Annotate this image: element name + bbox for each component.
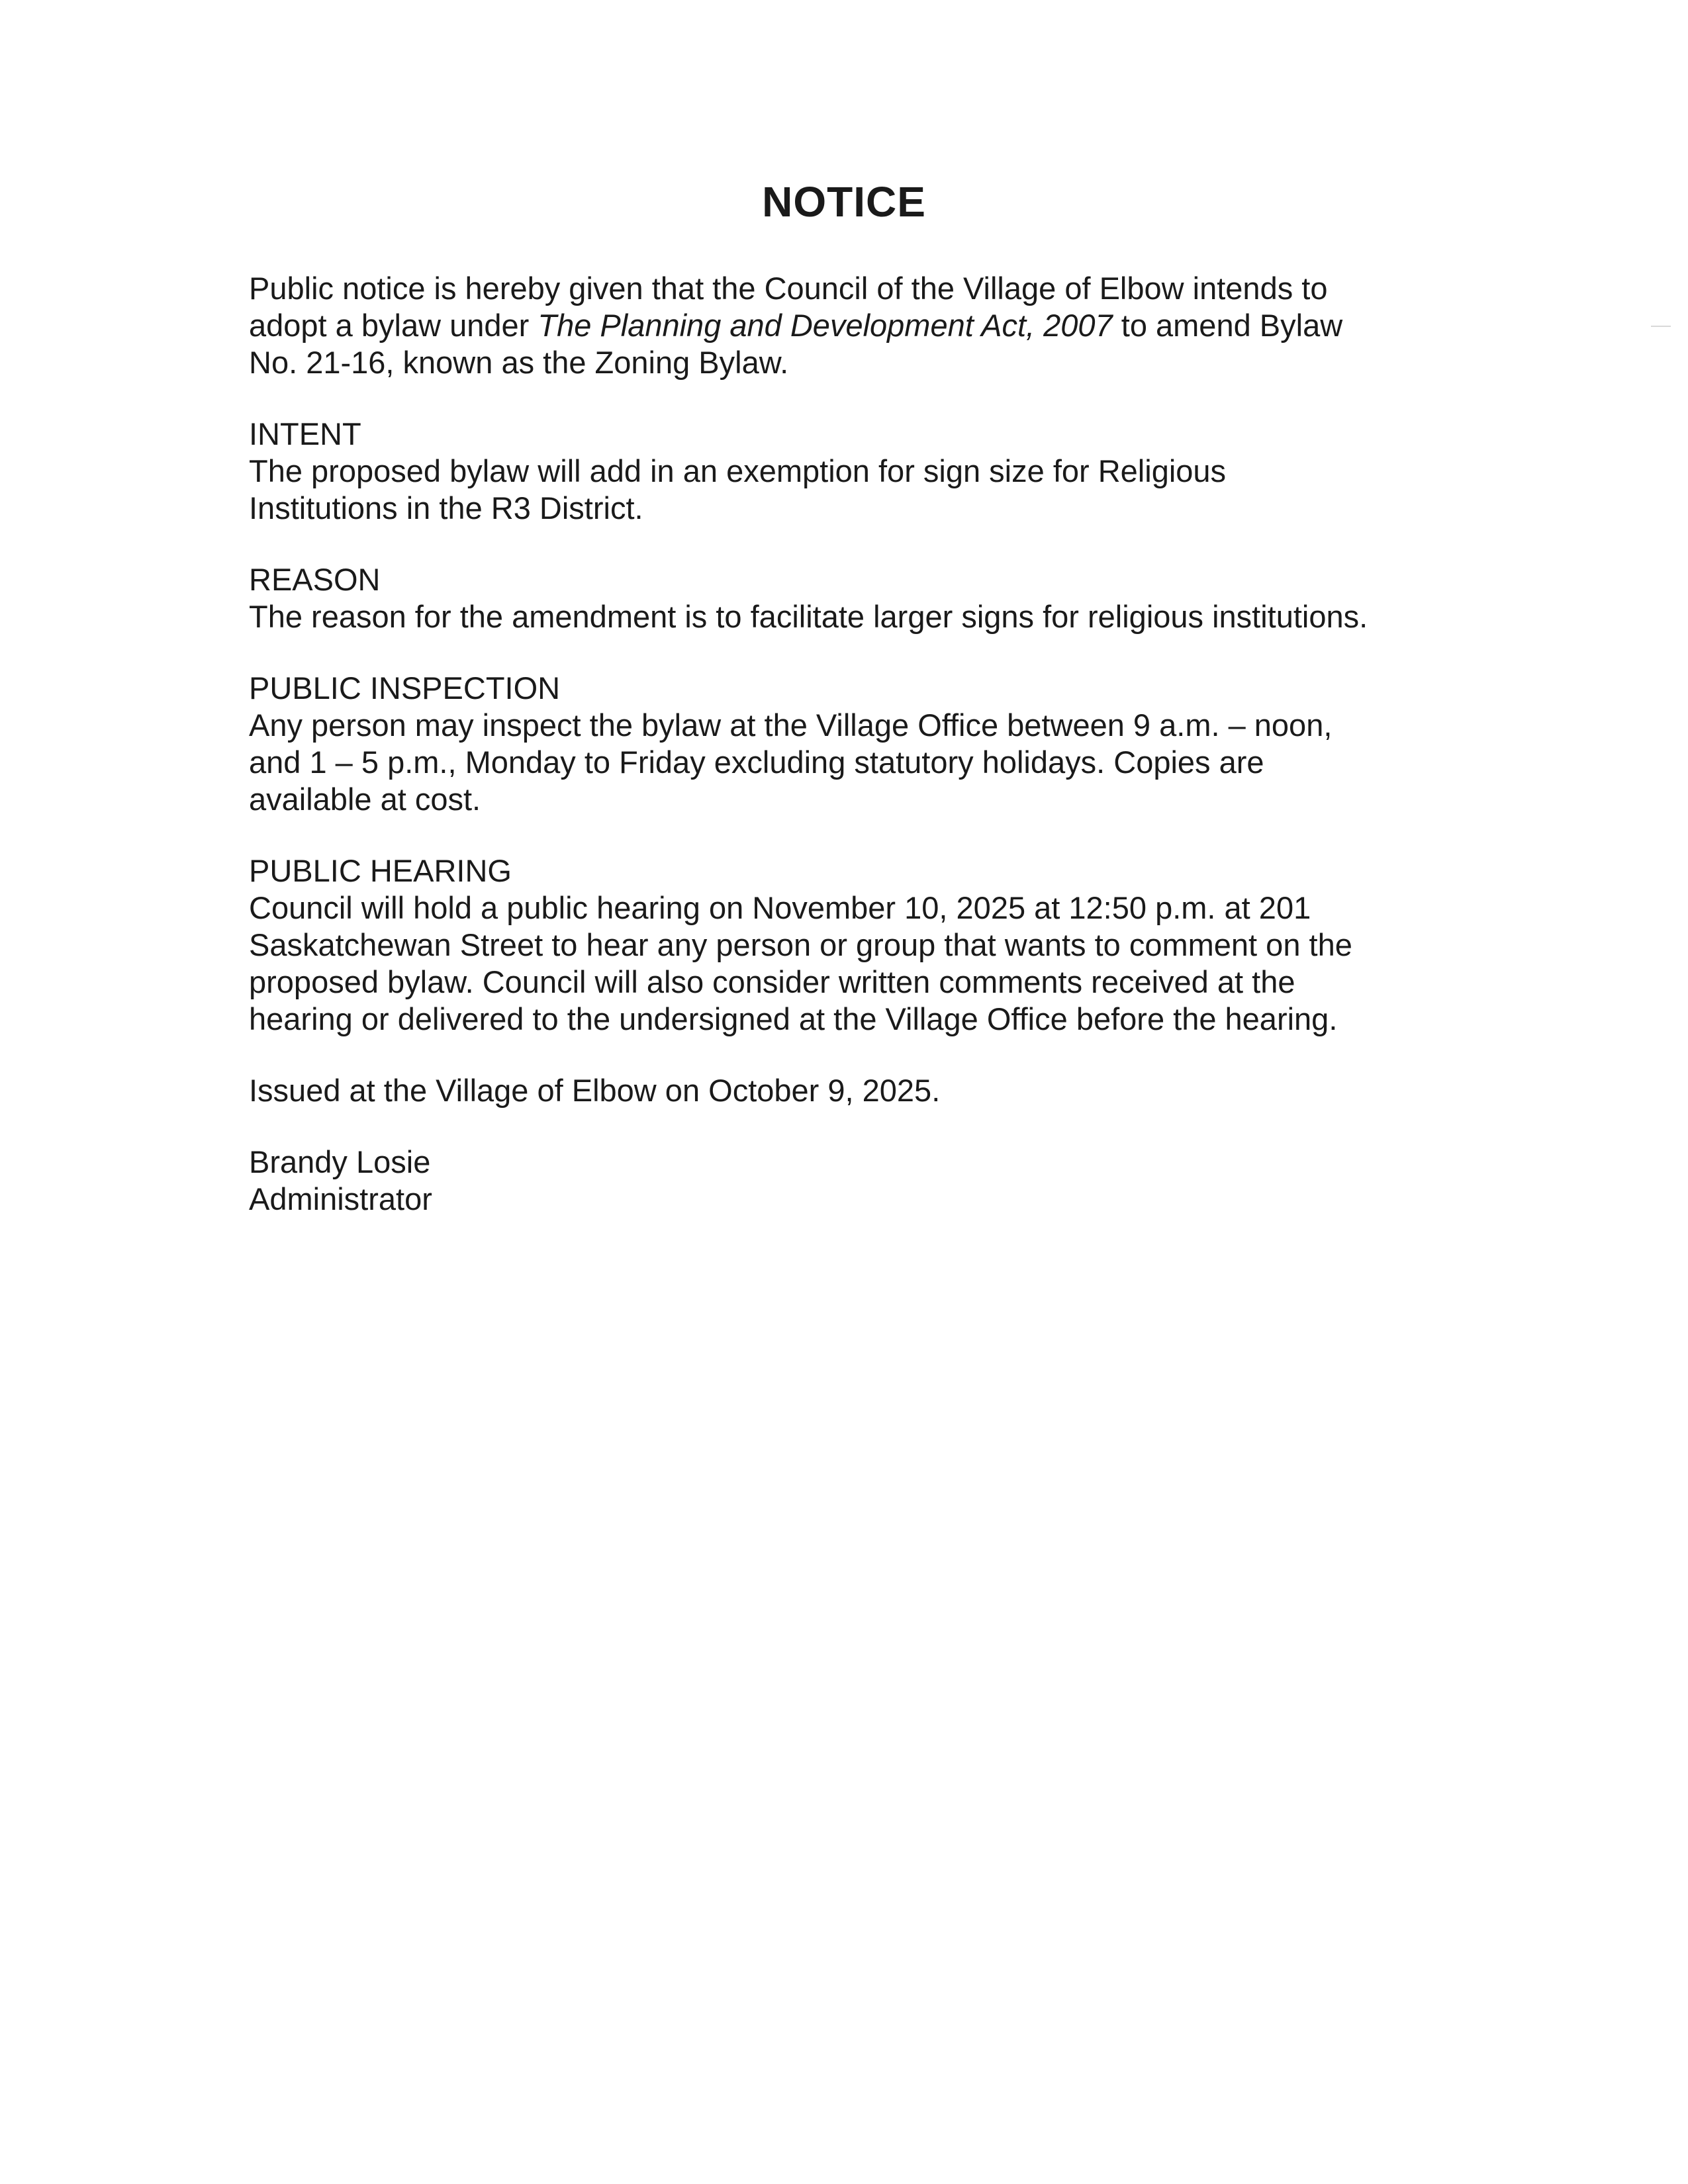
inspection-section xyxy=(249,670,1454,818)
intro-line-3: No. 21-16, known as the Zoning Bylaw. xyxy=(249,345,789,380)
hearing-line-3: proposed bylaw. Council will also consider written comments received at the xyxy=(249,964,1295,999)
issued-paragraph xyxy=(249,1072,1454,1109)
hearing-section xyxy=(249,852,1454,1038)
notice-body xyxy=(249,270,1454,1252)
intro-paragraph xyxy=(249,270,1454,381)
intro-line-2-post: to amend Bylaw xyxy=(1112,308,1343,343)
intent-heading: INTENT xyxy=(249,416,361,451)
hearing-heading: PUBLIC HEARING xyxy=(249,853,512,888)
signatory-name: Brandy Losie xyxy=(249,1144,431,1179)
intent-line-2: Institutions in the R3 District. xyxy=(249,490,643,525)
inspection-line-3: available at cost. xyxy=(249,782,481,817)
issued-line: Issued at the Village of Elbow on October 9, 2025. xyxy=(249,1073,941,1108)
scan-edge-mark xyxy=(1651,326,1671,327)
hearing-line-2: Saskatchewan Street to hear any person or group that wants to comment on the xyxy=(249,927,1352,962)
inspection-line-1: Any person may inspect the bylaw at the Village Office between 9 a.m. – noon, xyxy=(249,707,1333,743)
intent-section xyxy=(249,416,1454,527)
signatory-title: Administrator xyxy=(249,1181,432,1216)
act-name: The Planning and Development Act, 2007 xyxy=(538,308,1113,343)
inspection-line-2: and 1 – 5 p.m., Monday to Friday excluding statutory holidays. Copies are xyxy=(249,745,1264,780)
reason-line-1: The reason for the amendment is to facilitate larger signs for religious institutions. xyxy=(249,599,1368,634)
hearing-line-1: Council will hold a public hearing on November 10, 2025 at 12:50 p.m. at 201 xyxy=(249,890,1311,925)
inspection-heading: PUBLIC INSPECTION xyxy=(249,670,561,705)
notice-title: NOTICE xyxy=(762,178,926,226)
reason-heading: REASON xyxy=(249,562,381,597)
intro-line-1: Public notice is hereby given that the Council of the Village of Elbow intends to xyxy=(249,271,1328,306)
intro-line-2-pre: adopt a bylaw under xyxy=(249,308,538,343)
reason-section xyxy=(249,561,1454,635)
intent-line-1: The proposed bylaw will add in an exemption for sign size for Religious xyxy=(249,453,1227,488)
intro-line-2 xyxy=(249,307,1454,344)
hearing-line-4: hearing or delivered to the undersigned at the Village Office before the hearing. xyxy=(249,1001,1338,1036)
signature-block xyxy=(249,1144,1454,1218)
